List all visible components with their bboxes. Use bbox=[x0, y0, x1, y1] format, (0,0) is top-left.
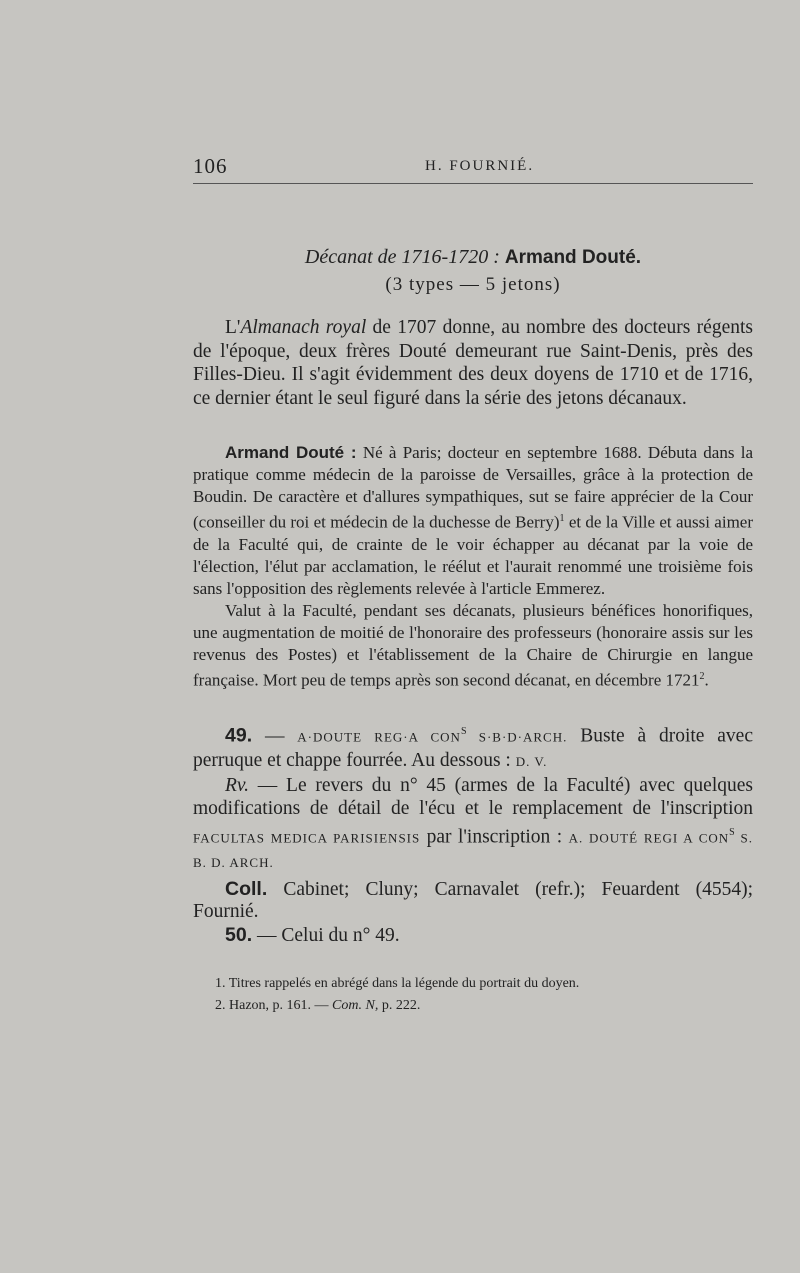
footnote-2-italic: Com. N, bbox=[332, 998, 379, 1013]
paragraph-almanach bbox=[193, 316, 753, 410]
footnotes bbox=[215, 973, 753, 1017]
entry-49-legend: A·DOUTE REG·A CON bbox=[297, 729, 461, 745]
biography-part-1 bbox=[193, 442, 753, 600]
footnote-2-text: Hazon, p. 161. — bbox=[225, 998, 333, 1013]
biography-text-b: et de la Ville et aussi aimer de la Faculté qui, de crainte de le voir échapper au décanat par la voie de l'élection, l'élut par acclamation, le réélut et l'aurait renommé une troisième fois sans l'opposition des règlements relevée à l'article Emmerez. bbox=[193, 512, 754, 598]
entry-49-desc: Buste à droite avec perruque et chappe fourrée. Au dessous : bbox=[193, 725, 753, 771]
section-title-name: Armand Douté. bbox=[504, 247, 642, 268]
biography-text-a: Né à Paris; docteur en septembre 1688. Débuta dans la pratique comme médecin de la paroisse de Versailles, grâce à la protection de Boudin. De caractère et d'allures sympathiques, sut se faire apprécier de la Cour (conseiller du roi et médecin de la duchesse de Berry) bbox=[193, 443, 753, 532]
reverse-text: — Le revers du n° 45 (armes de la Faculté) avec quelques modifications de détail de l'écu et le remplacement de l'inscription bbox=[193, 774, 753, 819]
biography-part-2 bbox=[193, 600, 753, 692]
new-legend-end: S. B. D. ARCH. bbox=[193, 830, 754, 870]
header-rule bbox=[193, 183, 753, 184]
footnote-1-num: 1. bbox=[215, 976, 226, 991]
collections-label: Coll. bbox=[225, 878, 268, 900]
new-legend-sup: S bbox=[729, 826, 735, 838]
entry-50 bbox=[193, 924, 753, 947]
section-subtitle: (3 types — 5 jetons) bbox=[385, 274, 561, 295]
entry-50-text: — Celui du n° 49. bbox=[252, 925, 400, 946]
new-legend: A. DOUTÉ REGI A CON bbox=[568, 830, 730, 845]
biography-paragraph bbox=[193, 442, 753, 691]
footnote-1 bbox=[215, 973, 753, 995]
entry-49-number: 49. bbox=[225, 724, 253, 747]
reverse-text-2: par l'inscription : bbox=[420, 826, 569, 847]
footnote-2 bbox=[215, 995, 753, 1017]
page-header bbox=[193, 150, 753, 190]
section-title-italic: Décanat de 1716-1720 : bbox=[304, 246, 500, 268]
footnote-1-text: Titres rappelés en abrégé dans la légende du portrait du doyen. bbox=[225, 976, 580, 991]
entry-49-reverse bbox=[193, 774, 753, 875]
note-ref-2: 2 bbox=[699, 670, 705, 682]
p1-rest: de 1707 donne, au nombre des docteurs régents de l'époque, deux frères Douté demeurant rue Saint-Denis, près des Filles-Dieu. Il s'agit évidemment des deux doyens de 1710 et de 1716, ce dernier étant le seul figuré dans la série des jetons décanaux. bbox=[193, 317, 753, 409]
p1-almanach: Almanach royal bbox=[240, 317, 367, 338]
entry-49-dash: — bbox=[252, 725, 298, 747]
section-title bbox=[193, 246, 753, 269]
collections-text: Cabinet; Cluny; Carnavalet (refr.); Feuardent (4554); Fournié. bbox=[193, 879, 753, 922]
biography-end: . bbox=[704, 670, 709, 690]
biography-text-c: Valut à la Faculté, pendant ses décanats, plusieurs bénéfices honorifiques, une augmentation de moitié de l'honoraire des professeurs (honoraire assis sur les revenus des Postes) et l'établissement de la Chaire de Chirurgie en langue française. Mort peu de temps après son second décanat, en décembre 1721 bbox=[193, 600, 753, 690]
reverse-label: Rv. bbox=[225, 774, 249, 796]
old-legend: FACULTAS MEDICA PARISIENSIS bbox=[193, 830, 421, 845]
footnote-2-num: 2. bbox=[215, 998, 226, 1013]
entry-50-number: 50. bbox=[225, 924, 253, 946]
footnote-2-after: p. 222. bbox=[378, 998, 421, 1013]
entry-49-legend-sup: S bbox=[460, 726, 467, 737]
p1-prefix: L' bbox=[225, 317, 241, 338]
running-head: H. FOURNIÉ. bbox=[425, 158, 535, 174]
collections-line bbox=[193, 878, 753, 923]
entry-49-signature: D. V. bbox=[515, 754, 548, 769]
entry-49-description bbox=[193, 720, 753, 774]
entry-49-legend-end: S·B·D·ARCH. bbox=[466, 729, 568, 745]
entry-49 bbox=[193, 720, 753, 874]
note-ref-1: 1 bbox=[559, 513, 565, 524]
page-number: 106 bbox=[193, 154, 228, 178]
biography-lead: Armand Douté : bbox=[225, 443, 357, 462]
